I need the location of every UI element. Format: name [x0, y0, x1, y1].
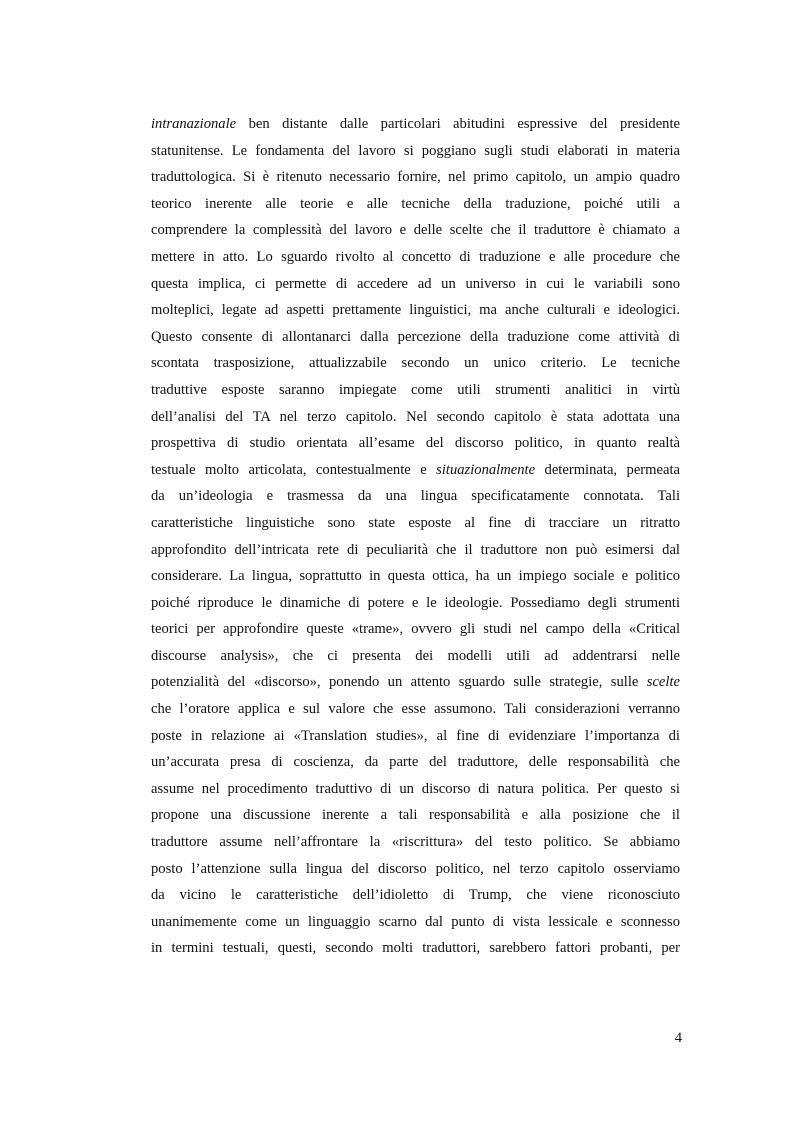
text-run: comprendere la complessità del lavoro e delle scelte che il traduttore è chiamato a	[151, 222, 680, 239]
text-line	[151, 590, 680, 617]
text-run: un’accurata presa di coscienza, da parte del traduttore, delle responsabilità che	[151, 754, 680, 771]
text-run: testuale molto articolata, contestualmente e	[151, 461, 437, 478]
text-line	[151, 909, 680, 936]
text-run: statunitense. Le fondamenta del lavoro si poggiano sugli studi elaborati in materia	[151, 142, 680, 159]
text-line	[151, 537, 680, 564]
text-line	[151, 191, 680, 218]
text-line	[151, 749, 680, 776]
text-line	[151, 244, 680, 271]
text-line	[151, 271, 680, 298]
text-run: assume nel procedimento traduttivo di un discorso di natura politica. Per questo si	[151, 780, 680, 797]
text-line	[151, 404, 680, 431]
italic-text: intranazionale	[151, 116, 237, 132]
text-line	[151, 563, 680, 590]
text-line	[151, 483, 680, 510]
text-run: potenzialità del «discorso», ponendo un attento sguardo sulle strategie, sulle	[151, 674, 647, 691]
text-run: propone una discussione inerente a tali responsabilità e alla posizione che il	[151, 807, 680, 824]
text-line	[151, 457, 680, 484]
page-number: 4	[674, 1030, 682, 1046]
text-run: prospettiva di studio orientata all’esame del discorso politico, in quanto realtà	[151, 435, 680, 452]
text-run: questa implica, ci permette di accedere ad un universo in cui le variabili sono	[151, 275, 680, 292]
text-line	[151, 324, 680, 351]
text-line	[151, 510, 680, 537]
text-run: traduttologica. Si è ritenuto necessario fornire, nel primo capitolo, un ampio quadro	[151, 169, 680, 186]
text-run: poste in relazione ai «Translation studies», al fine di evidenziare l’importanza di	[151, 727, 680, 744]
body-paragraph	[151, 111, 680, 962]
text-line	[151, 297, 680, 324]
text-run: ben distante dalle particolari abitudini espressive del presidente	[236, 116, 680, 132]
text-run: approfondito dell’intricata rete di peculiarità che il traduttore non può esimersi dal	[151, 541, 680, 558]
text-line	[151, 723, 680, 750]
text-line	[151, 350, 680, 377]
text-line	[151, 696, 680, 723]
text-run: posto l’attenzione sulla lingua del discorso politico, nel terzo capitolo osserviamo	[151, 860, 680, 877]
text-line	[151, 217, 680, 244]
text-run: traduttore assume nell’affrontare la «riscrittura» del testo politico. Se abbiamo	[151, 834, 680, 851]
text-run: teorici per approfondire queste «trame», ovvero gli studi nel campo della «Critical	[151, 621, 680, 638]
text-run: determinata, permeata	[535, 461, 680, 478]
text-line	[151, 802, 680, 829]
text-run: in termini testuali, questi, secondo molti traduttori, sarebbero fattori probanti, per	[151, 940, 680, 957]
text-line	[151, 430, 680, 457]
text-line	[151, 776, 680, 803]
text-line	[151, 882, 680, 909]
text-run: traduttive esposte saranno impiegate come utili strumenti analitici in virtù	[151, 381, 680, 398]
text-run: molteplici, legate ad aspetti prettamente linguistici, ma anche culturali e ideologici.	[151, 302, 680, 319]
text-run: da un’ideologia e trasmessa da una lingua specificatamente connotata. Tali	[151, 488, 680, 505]
text-run: poiché riproduce le dinamiche di potere e le ideologie. Possediamo degli strumenti	[151, 594, 680, 611]
text-run: scontata trasposizione, attualizzabile secondo un unico criterio. Le tecniche	[151, 355, 680, 372]
text-line	[151, 377, 680, 404]
text-line	[151, 669, 680, 696]
italic-text: scelte	[646, 674, 680, 691]
text-run: discourse analysis», che ci presenta dei modelli utili ad addentrarsi nelle	[151, 647, 680, 664]
text-run: Questo consente di allontanarci dalla percezione della traduzione come attività di	[151, 328, 680, 345]
text-line	[151, 856, 680, 883]
text-run: che l’oratore applica e sul valore che esse assumono. Tali considerazioni verranno	[151, 701, 680, 718]
text-run: unanimemente come un linguaggio scarno dal punto di vista lessicale e sconnesso	[151, 913, 680, 930]
text-line	[151, 164, 680, 191]
text-line	[151, 111, 680, 138]
text-run: mettere in atto. Lo sguardo rivolto al concetto di traduzione e alle procedure che	[151, 248, 680, 265]
text-run: da vicino le caratteristiche dell’idioletto di Trump, che viene riconosciuto	[151, 887, 680, 904]
text-run: dell’analisi del TA nel terzo capitolo. Nel secondo capitolo è stata adottata una	[151, 408, 680, 425]
text-line	[151, 935, 680, 962]
text-line	[151, 616, 680, 643]
text-run: caratteristiche linguistiche sono state esposte al fine di tracciare un ritratto	[151, 514, 680, 531]
text-line	[151, 643, 680, 670]
italic-text: situazionalmente	[436, 461, 536, 478]
text-run: teorico inerente alle teorie e alle tecniche della traduzione, poiché utili a	[151, 195, 680, 212]
text-line	[151, 138, 680, 165]
text-run: considerare. La lingua, soprattutto in questa ottica, ha un impiego sociale e politico	[151, 568, 680, 585]
text-line	[151, 829, 680, 856]
